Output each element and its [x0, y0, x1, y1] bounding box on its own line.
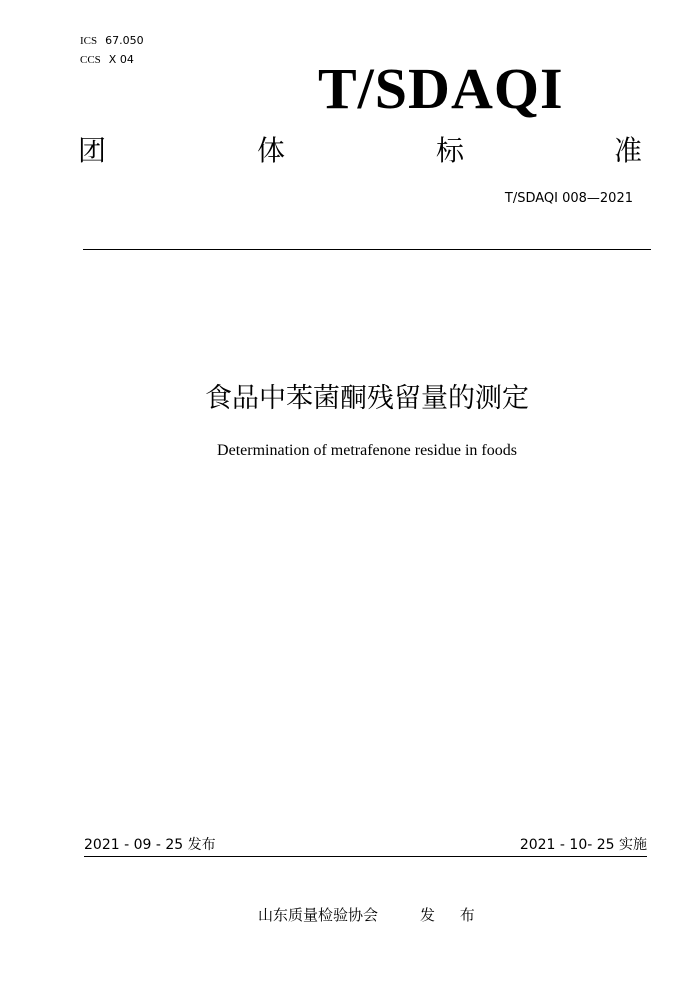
standard-type-char: 标: [436, 134, 465, 167]
ccs-label: CCS: [80, 54, 101, 66]
standard-type-char: 准: [614, 134, 643, 167]
ics-code: [80, 34, 144, 48]
standard-number: T/SDAQI 008—2021: [504, 191, 633, 206]
ccs-value: X 04: [108, 53, 134, 66]
issue-date: 2021 - 09 - 25 发布: [84, 837, 216, 853]
standard-type-char: 体: [257, 134, 286, 167]
title-english: Determination of metrafenone residue in foods: [217, 442, 517, 459]
footer-divider: [84, 856, 647, 857]
ics-label: ICS: [80, 35, 98, 47]
publish-label: 发 布: [420, 906, 485, 924]
ics-value: 67.050: [105, 34, 144, 47]
standard-brand-logo: T/SDAQI: [318, 56, 564, 121]
publisher-name: 山东质量检验协会: [258, 906, 379, 924]
standard-type-char: 团: [78, 134, 107, 167]
implementation-date: 2021 - 10- 25 实施: [519, 837, 647, 853]
header-divider: [83, 249, 651, 250]
title-chinese: 食品中苯菌酮残留量的测定: [205, 383, 529, 414]
ccs-code: [80, 53, 134, 67]
